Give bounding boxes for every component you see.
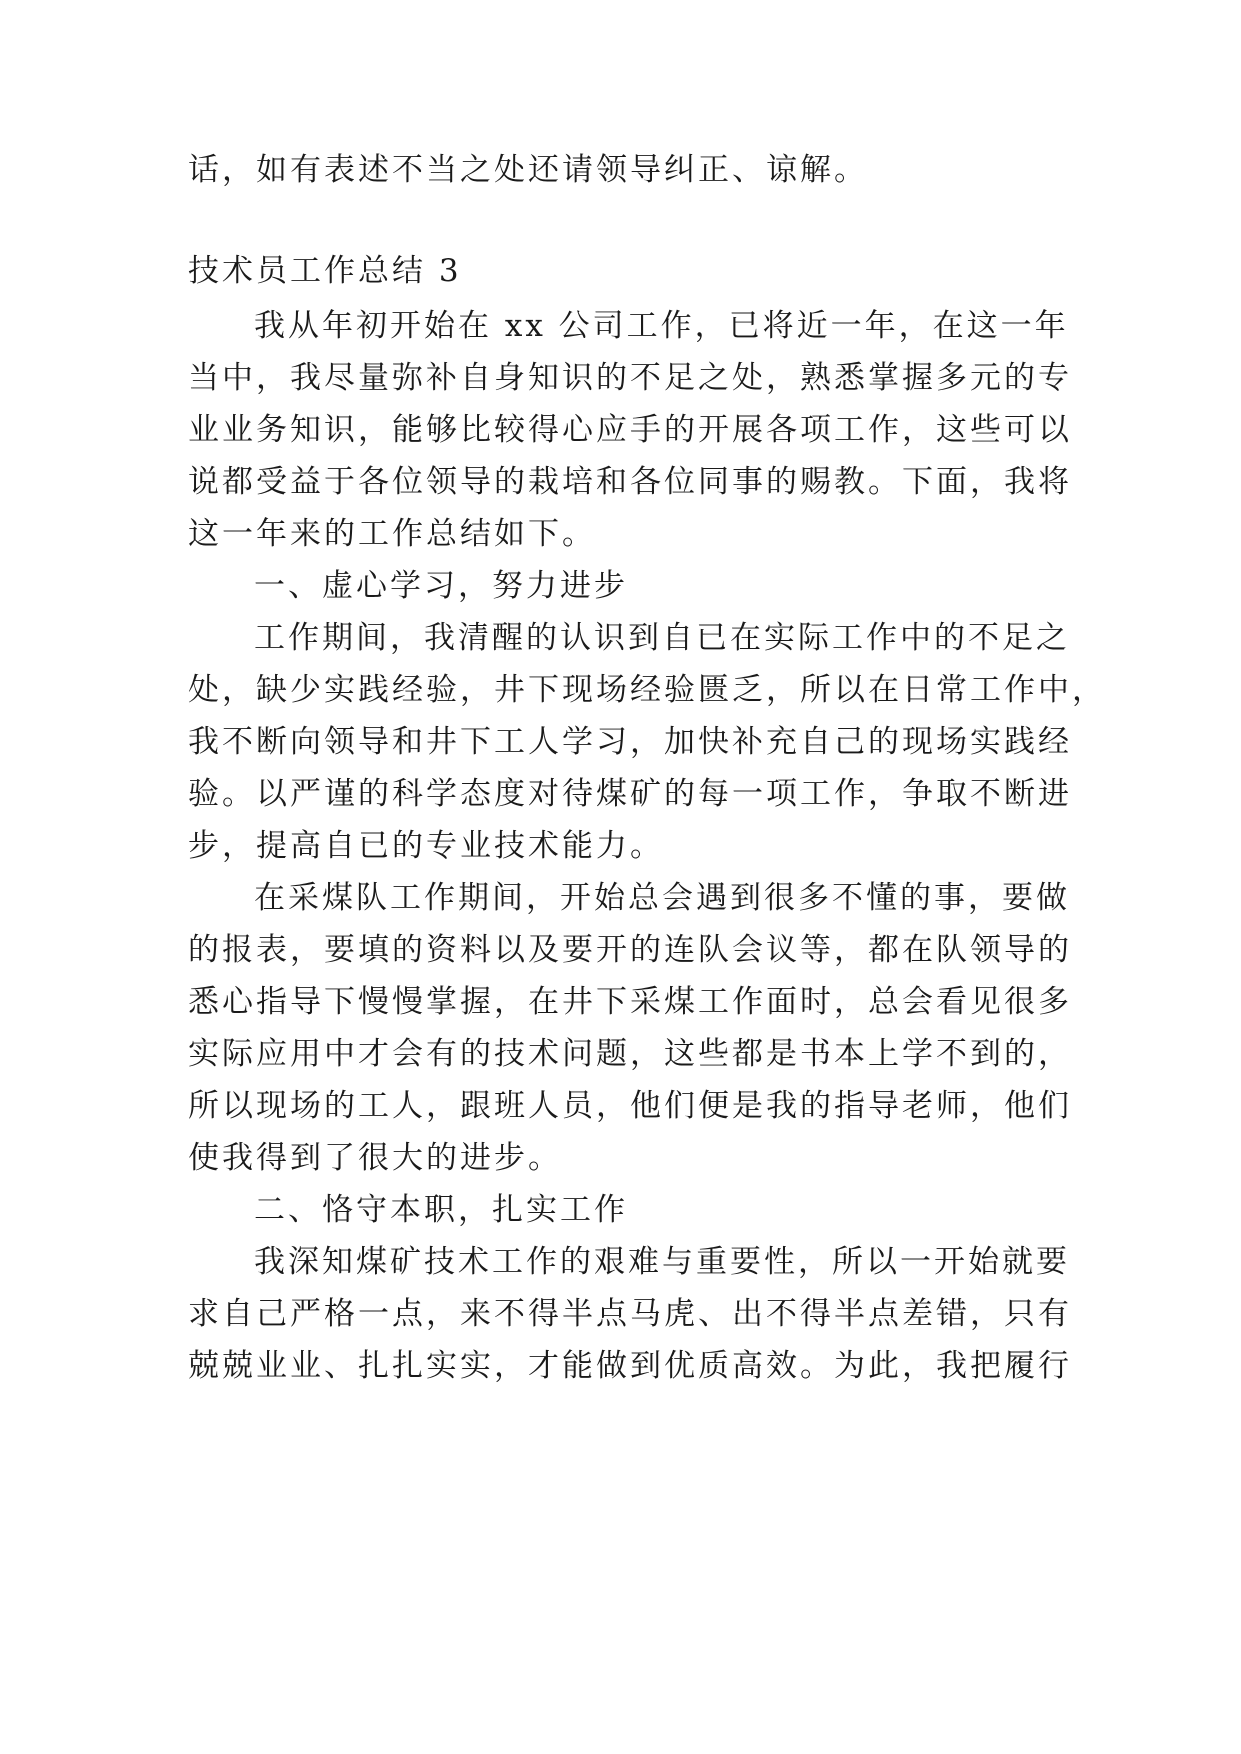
text-line: 兢兢业业、扎扎实实，才能做到优质高效。为此，我把履行 [188, 1348, 1072, 1384]
subheading: 一、虚心学习，努力进步 [254, 568, 628, 604]
text-line: 我深知煤矿技术工作的艰难与重要性，所以一开始就要 [254, 1244, 1070, 1280]
text-line: 步，提高自已的专业技术能力。 [188, 828, 664, 864]
text-line: 验。以严谨的科学态度对待煤矿的每一项工作，争取不断进 [188, 776, 1072, 812]
text-line: 实际应用中才会有的技术问题，这些都是书本上学不到的， [188, 1036, 1072, 1072]
text-line: 求自己严格一点，来不得半点马虎、出不得半点差错，只有 [188, 1296, 1072, 1332]
text-line: 在采煤队工作期间，开始总会遇到很多不懂的事，要做 [254, 880, 1070, 916]
text-line: 处，缺少实践经验，井下现场经验匮乏，所以在日常工作中， [188, 672, 1106, 708]
text-line: 业业务知识，能够比较得心应手的开展各项工作，这些可以 [188, 412, 1072, 448]
section-title: 技术员工作总结 3 [188, 253, 462, 289]
text-line: 悉心指导下慢慢掌握，在井下采煤工作面时，总会看见很多 [188, 984, 1072, 1020]
text-line: 说都受益于各位领导的栽培和各位同事的赐教。下面，我将 [188, 464, 1072, 500]
text-line: 我从年初开始在 xx 公司工作，已将近一年，在这一年 [254, 308, 1069, 344]
text-line: 使我得到了很大的进步。 [188, 1140, 562, 1176]
text-line: 当中，我尽量弥补自身知识的不足之处，熟悉掌握多元的专 [188, 360, 1072, 396]
text-line: 我不断向领导和井下工人学习，加快补充自己的现场实践经 [188, 724, 1072, 760]
text-line: 的报表，要填的资料以及要开的连队会议等，都在队领导的 [188, 932, 1072, 968]
text-line: 所以现场的工人，跟班人员，他们便是我的指导老师，他们 [188, 1088, 1072, 1124]
text-line: 工作期间，我清醒的认识到自已在实际工作中的不足之 [254, 620, 1070, 656]
subheading: 二、恪守本职，扎实工作 [254, 1192, 628, 1228]
text-line: 这一年来的工作总结如下。 [188, 516, 596, 552]
paragraph-tail: 话，如有表述不当之处还请领导纠正、谅解。 [188, 152, 868, 188]
